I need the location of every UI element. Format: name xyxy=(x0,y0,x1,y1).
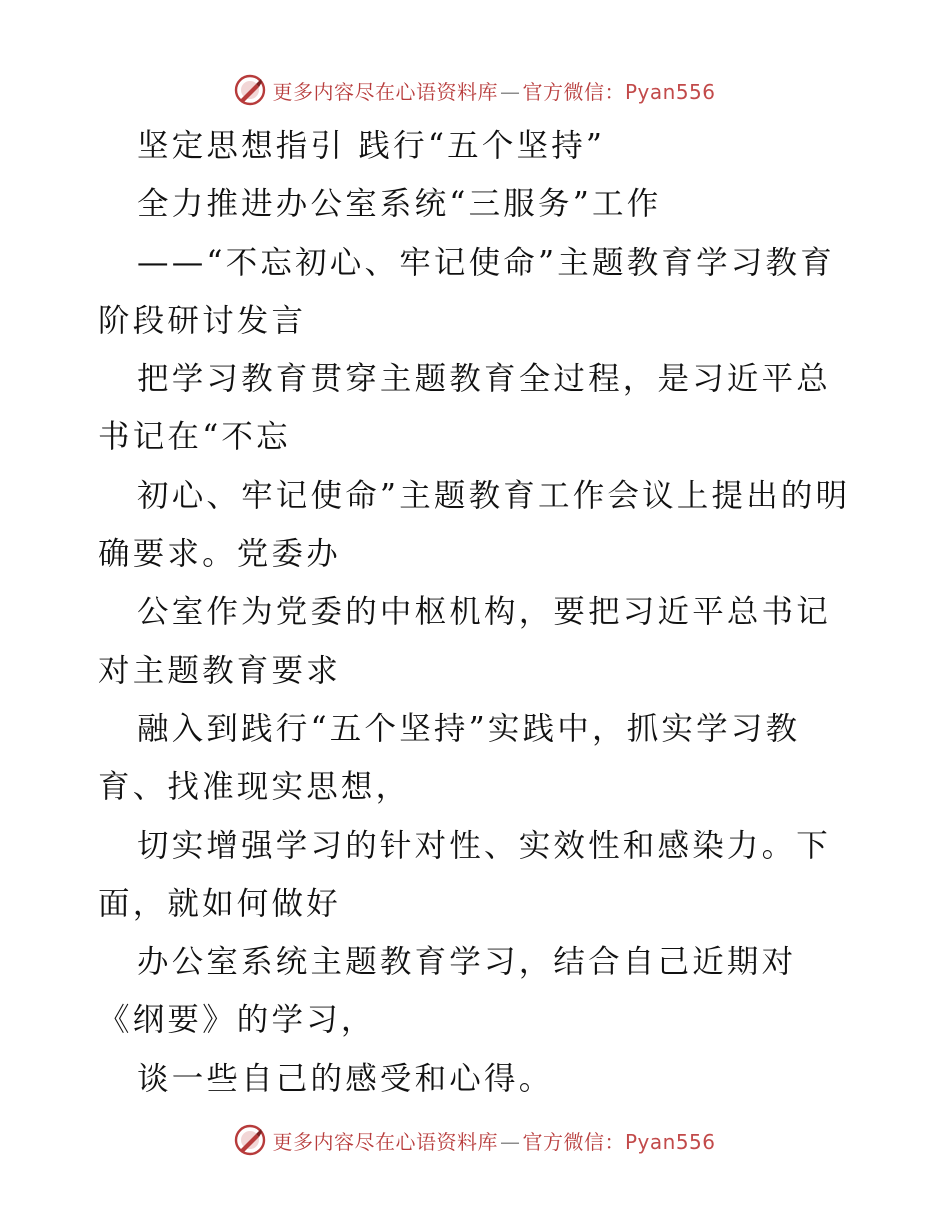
document-title: 坚定思想指引 践行“五个坚持” xyxy=(137,128,606,164)
pen-logo-icon xyxy=(234,1124,266,1156)
document-subtitle: 全力推进办公室系统“三服务”工作 xyxy=(137,186,662,223)
body-paragraph: 融入到践行“五个坚持”实践中，抓实学习教育、找准现实思想， xyxy=(98,710,801,806)
watermark-separator: — xyxy=(499,79,521,104)
body-paragraph: 切实增强学习的针对性、实效性和感染力。下面，就如何做好 xyxy=(98,827,832,922)
watermark-text xyxy=(272,76,715,105)
watermark-account: Pyan556 xyxy=(624,1129,716,1154)
watermark-official-text: 官方微信： xyxy=(522,79,625,104)
document-dash-subtitle: ——“不忘初心、牢记使命”主题教育学习教育阶段研讨发言 xyxy=(98,244,835,339)
watermark-official-text: 官方微信： xyxy=(522,1129,625,1154)
body-paragraph: 公室作为党委的中枢机构，要把习近平总书记对主题教育要求 xyxy=(98,594,832,689)
body-paragraph: 把学习教育贯穿主题教育全过程，是习近平总书记在“不忘 xyxy=(98,361,832,456)
body-paragraph: 办公室系统主题教育学习，结合自己近期对《纲要》的学习， xyxy=(98,944,797,1039)
header-watermark-banner xyxy=(0,70,950,110)
watermark-separator: — xyxy=(499,1129,521,1154)
body-paragraph: 谈一些自己的感受和心得。 xyxy=(137,1060,554,1097)
watermark-text xyxy=(272,1126,715,1155)
footer-watermark-banner xyxy=(0,1120,950,1160)
document-body xyxy=(98,117,858,1108)
watermark-site-text: 更多内容尽在心语资料库 xyxy=(272,79,498,104)
watermark-account: Pyan556 xyxy=(624,79,716,104)
body-paragraph: 初心、牢记使命”主题教育工作会议上提出的明确要求。党委办 xyxy=(98,477,851,573)
pen-logo-icon xyxy=(234,74,266,106)
watermark-site-text: 更多内容尽在心语资料库 xyxy=(272,1129,498,1154)
